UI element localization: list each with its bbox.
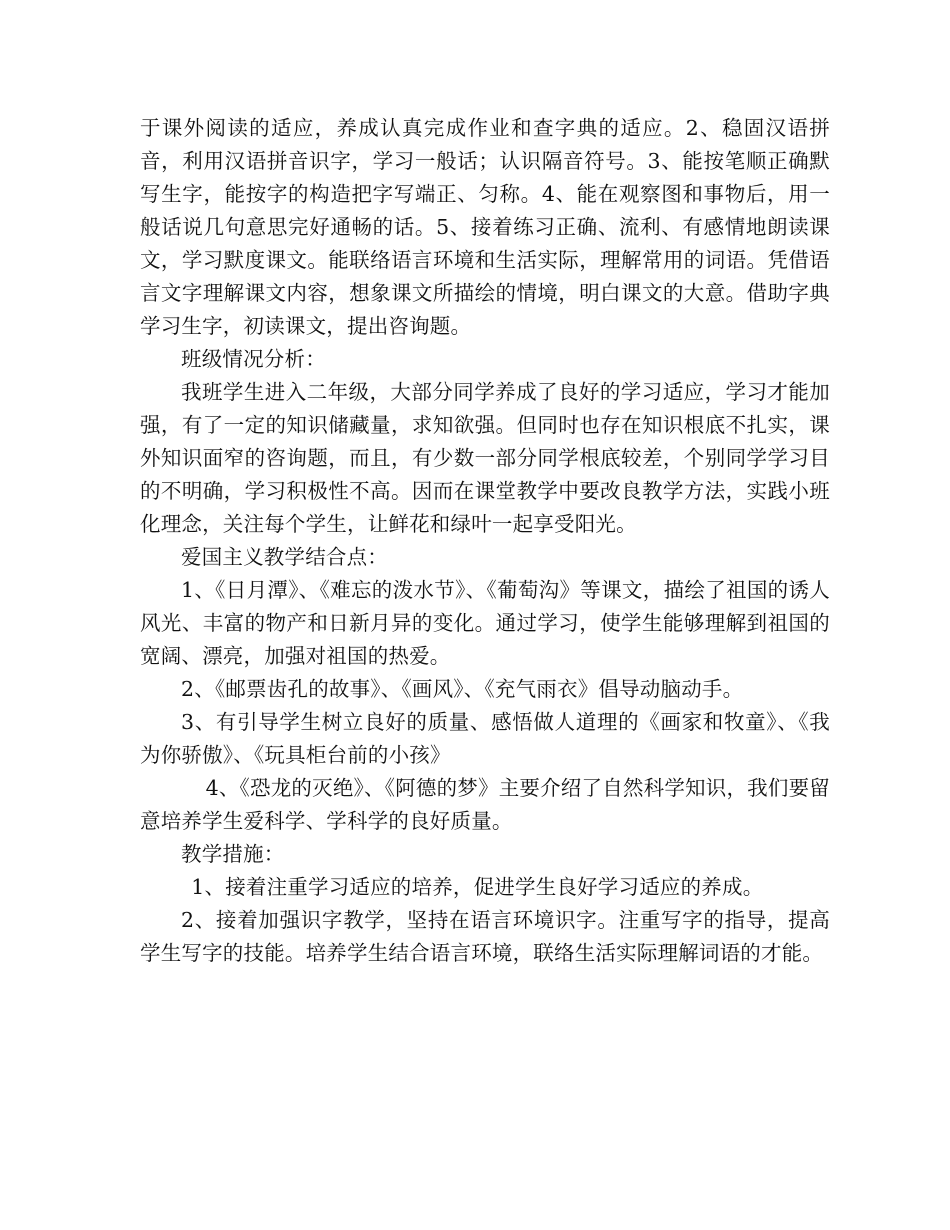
heading-class-analysis: 班级情况分析： [181, 347, 326, 371]
paragraph-class-analysis: 我班学生进入二年级，大部分同学养成了良好的学习适应，学习才能加强，有了一定的知识储藏量，求知欲强。但同时也存在知识根底不扎实，课外知识面窄的咨询题，而且，有少数一部分同学根底较差，个别同学学习目的不明确，学习积极性不高。因而在课堂教学中要改良教学方法，实践小班化理念，关注每个学生，让鲜花和绿叶一起享受阳光。 [140, 380, 830, 536]
heading-patriotic-points: 爱国主义教学结合点： [181, 545, 388, 569]
paragraph-measure-1: 1、接着注重学习适应的培养，促进学生良好学习适应的养成。 [191, 875, 764, 899]
document-page [140, 112, 830, 970]
paragraph-patriotic-1: 1、《日月潭》、《难忘的泼水节》、《葡萄沟》等课文，描绘了祖国的诱人风光、丰富的物产和日新月异的变化。通过学习，使学生能够理解到祖国的宽阔、漂亮，加强对祖国的热爱。 [140, 578, 830, 668]
paragraph-patriotic-3: 3、有引导学生树立良好的质量、感悟做人道理的《画家和牧童》、《我为你骄傲》、《玩具柜台前的小孩》 [140, 710, 830, 767]
paragraph-goals-continued: 于课外阅读的适应，养成认真完成作业和查字典的适应。2、稳固汉语拼音，利用汉语拼音识字，学习一般话；认识隔音符号。3、能按笔顺正确默写生字，能按字的构造把字写端正、匀称。4、能在观察图和事物后，用一般话说几句意思完好通畅的话。5、接着练习正确、流利、有感情地朗读课文，学习默度课文。能联络语言环境和生活实际，理解常用的词语。凭借语言文字理解课文内容，想象课文所描绘的情境，明白课文的大意。借助字典学习生字，初读课文，提出咨询题。 [140, 116, 830, 338]
paragraph-patriotic-2: 2、《邮票齿孔的故事》、《画风》、《充气雨衣》倡导动脑动手。 [181, 677, 744, 701]
paragraph-patriotic-4: 4、《恐龙的灭绝》、《阿德的梦》主要介绍了自然科学知识，我们要留意培养学生爱科学、学科学的良好质量。 [140, 776, 830, 833]
paragraph-measure-2: 2、接着加强识字教学，坚持在语言环境识字。注重写字的指导，提高学生写字的技能。培养学生结合语言环境，联络生活实际理解词语的才能。 [140, 908, 830, 965]
heading-teaching-measures: 教学措施： [181, 842, 285, 866]
